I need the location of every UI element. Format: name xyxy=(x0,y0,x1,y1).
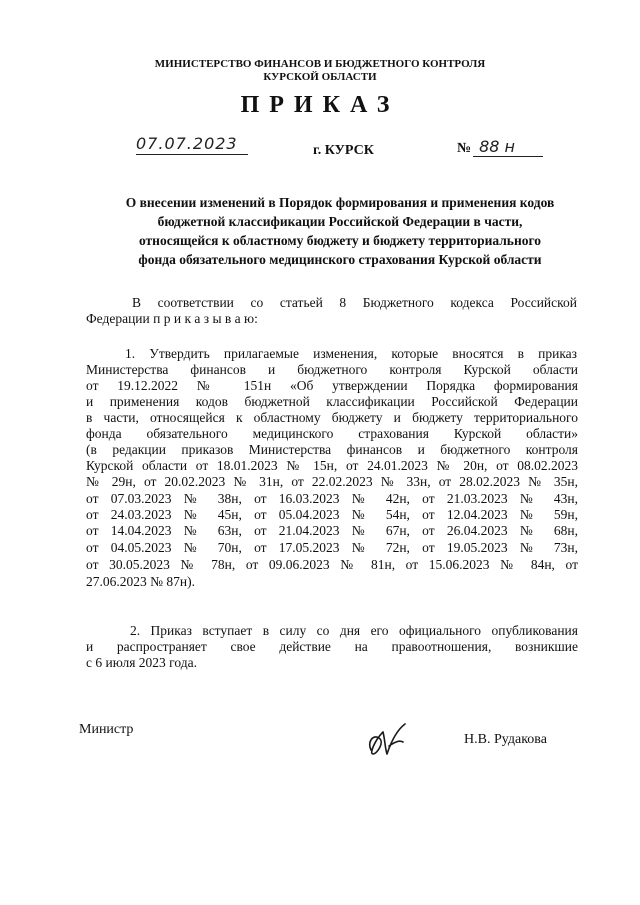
item1-line: от 07.03.2023 № 38н, от 16.03.2023 № 42н, от 21.03.2023 № 43н, xyxy=(86,491,578,506)
subject-line: О внесении изменений в Порядок формирования и применения кодов xyxy=(125,195,555,210)
signer-name: Н.В. Рудакова xyxy=(464,732,547,747)
handwritten-signature xyxy=(365,720,411,760)
item2-line: 2. Приказ вступает в силу со дня его официального опубликования xyxy=(130,623,578,638)
ministry-name-line2: КУРСКОЙ ОБЛАСТИ xyxy=(263,71,377,83)
ministry-name-line1: МИНИСТЕРСТВО ФИНАНСОВ И БЮДЖЕТНОГО КОНТРОЛЯ xyxy=(154,58,486,70)
document-date: 07.07.2023 xyxy=(136,134,248,155)
number-label: № xyxy=(457,141,472,156)
item1-line: и применения кодов бюджетной классификации Российской Федерации xyxy=(86,394,578,409)
item2-line: с 6 июля 2023 года. xyxy=(86,655,197,670)
item1-line: в части, относящейся к областному бюджету и бюджету территориального xyxy=(86,410,578,425)
item1-line: № 29н, от 20.02.2023 № 31н, от 22.02.2023 № 33н, от 28.02.2023 № 35н, xyxy=(86,474,578,489)
document-number xyxy=(457,137,543,157)
document-city: г. КУРСК xyxy=(313,143,374,158)
item1-line: 1. Утвердить прилагаемые изменения, которые вносятся в приказ xyxy=(125,346,577,361)
document-type-title: ПРИКАЗ xyxy=(240,92,400,118)
item1-line: фонда обязательного медицинского страхования Курской области» xyxy=(86,426,578,441)
number-value: 88 н xyxy=(473,137,543,157)
subject-line: относящейся к областному бюджету и бюджету территориального xyxy=(138,233,542,248)
item1-line: от 04.05.2023 № 70н, от 17.05.2023 № 72н, от 19.05.2023 № 73н, xyxy=(86,540,578,555)
item2-line: и распространяет свое действие на правоотношения, возникшие xyxy=(86,639,578,654)
item1-line: от 14.04.2023 № 63н, от 21.04.2023 № 67н, от 26.04.2023 № 68н, xyxy=(86,523,578,538)
intro-line: Федерации п р и к а з ы в а ю: xyxy=(86,311,258,326)
item1-line: (в редакции приказов Министерства финансов и бюджетного контроля xyxy=(86,442,578,457)
item1-line: Курской области от 18.01.2023 № 15н, от 24.01.2023 № 20н, от 08.02.2023 xyxy=(86,458,578,473)
signer-position: Министр xyxy=(79,722,134,737)
item1-line: от 30.05.2023 № 78н, от 09.06.2023 № 81н, от 15.06.2023 № 84н, от xyxy=(86,557,578,572)
subject-line: фонда обязательного медицинского страхования Курской области xyxy=(138,252,542,267)
item1-line: Министерства финансов и бюджетного контроля Курской области xyxy=(86,362,578,377)
intro-line: В соответствии со статьей 8 Бюджетного кодекса Российской xyxy=(132,295,577,310)
subject-line: бюджетной классификации Российской Федерации в части, xyxy=(157,214,523,229)
item1-line: от 19.12.2022 № 151н «Об утверждении Порядка формирования xyxy=(86,378,578,393)
item1-line: 27.06.2023 № 87н). xyxy=(86,574,195,589)
item1-line: от 24.03.2023 № 45н, от 05.04.2023 № 54н, от 12.04.2023 № 59н, xyxy=(86,507,578,522)
